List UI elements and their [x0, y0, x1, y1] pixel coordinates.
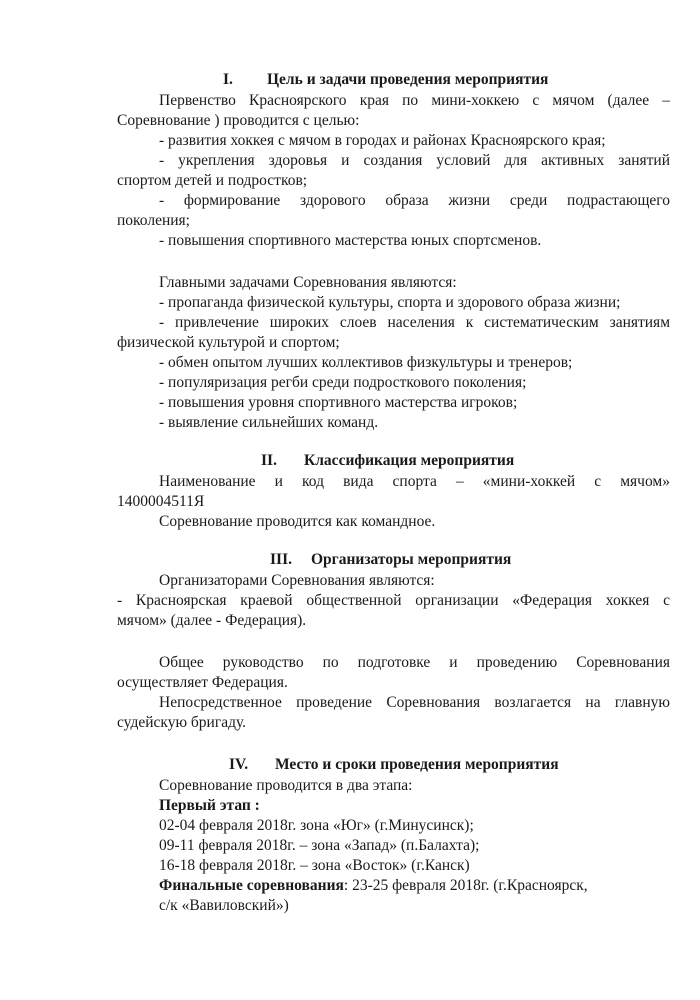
conduct-line-cont: судейскую бригаду. [117, 714, 247, 731]
task-item: - выявление сильнейших команд. [159, 414, 379, 431]
stage-date-item: 09-11 февраля 2018г. – зона «Запад» (п.Балахта); [159, 837, 480, 854]
tasks-intro: Главными задачами Соревнования являются: [159, 274, 457, 291]
management-line: Общее руководство по подготовке и проведению Соревнования [159, 654, 670, 671]
sport-code: 1400004511Я [117, 493, 205, 510]
final-stage-venue: с/к «Вавиловский») [159, 897, 289, 914]
stages-intro: Соревнование проводится в два этапа: [159, 777, 413, 794]
task-item: физической культурой и спортом; [117, 334, 340, 351]
stage-1-label [117, 796, 670, 816]
section-1-number: I. [223, 71, 233, 88]
conduct-line: Непосредственное проведение Соревнования возлагается на главную [159, 694, 670, 711]
goal-item: поколения; [117, 212, 190, 229]
section-1-intro-line-1: Первенство Красноярского края по мини-хоккею с мячом (далее – [159, 92, 670, 109]
section-3-title: Организаторы мероприятия [311, 551, 512, 568]
task-item: - повышения уровня спортивного мастерства игроков; [159, 394, 518, 411]
section-2-title: Классификация мероприятия [304, 452, 515, 469]
stage-date-item: 16-18 февраля 2018г. – зона «Восток» (г.Канск) [159, 857, 470, 874]
section-2-heading [117, 451, 670, 471]
task-item: - пропаганда физической культуры, спорта и здорового образа жизни; [159, 294, 621, 311]
goal-item: - повышения спортивного мастерства юных спортсменов. [159, 232, 542, 249]
task-item: - привлечение широких слоев населения к систематическим занятиям [159, 314, 670, 331]
goal-item: - формирование здорового образа жизни среди подрастающего [159, 192, 670, 209]
management-line-cont: осуществляет Федерация. [117, 674, 288, 691]
task-item: - обмен опытом лучших коллективов физкультуры и тренеров; [159, 354, 573, 371]
organizers-intro: Организаторами Соревнования являются: [159, 572, 435, 589]
stage-1-label-text: Первый этап : [159, 797, 260, 814]
organizer-line: - Красноярская краевой общественной организации «Федерация хоккея с [117, 592, 670, 609]
section-2-number: II. [261, 452, 277, 469]
final-stage-dates: : 23-25 февраля 2018г. (г.Красноярск, [343, 877, 588, 894]
section-4-title: Место и сроки проведения мероприятия [275, 756, 559, 773]
section-4-number: IV. [229, 756, 249, 773]
final-stage-line [117, 876, 670, 896]
section-3-heading [117, 550, 670, 570]
section-1-title: Цель и задачи проведения мероприятия [267, 71, 549, 88]
sport-name-line: Наименование и код вида спорта – «мини-хоккей с мячом» [159, 473, 670, 490]
section-1-heading [117, 70, 670, 90]
goal-item: - развития хоккея с мячом в городах и районах Красноярского края; [159, 132, 606, 149]
section-4-heading [117, 755, 670, 775]
task-item: - популяризация регби среди подросткового поколения; [159, 374, 527, 391]
competition-type: Соревнование проводится как командное. [159, 513, 436, 530]
goal-item: - укрепления здоровья и создания условий для активных занятий [159, 152, 670, 169]
section-3-number: III. [270, 551, 292, 568]
section-1-intro-line-2: Соревнование ) проводится с целью: [117, 112, 360, 129]
organizer-line-cont: мячом» (далее - Федерация). [117, 612, 307, 629]
goal-item: спортом детей и подростков; [117, 172, 308, 189]
final-stage-label: Финальные соревнования [159, 877, 344, 894]
stage-date-item: 02-04 февраля 2018г. зона «Юг» (г.Минусинск); [159, 817, 474, 834]
